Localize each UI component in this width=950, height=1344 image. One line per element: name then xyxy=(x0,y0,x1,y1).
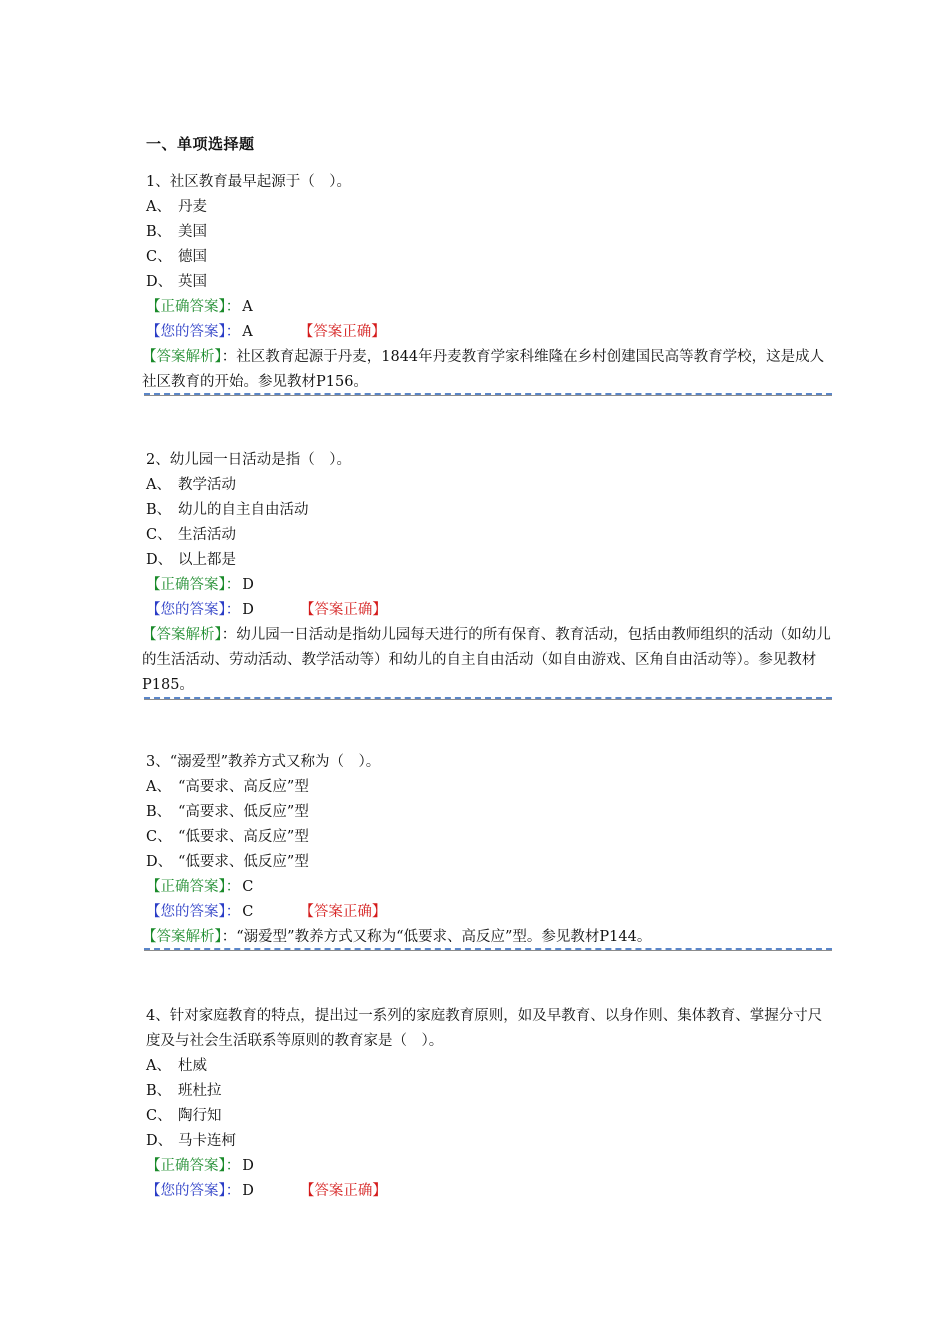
option-text: “低要求、高反应”型 xyxy=(178,829,309,845)
result-badge: 【答案正确】 xyxy=(299,904,387,920)
result-badge: 【答案正确】 xyxy=(298,324,386,340)
option-letter: B、 xyxy=(146,502,172,518)
option-text: 丹麦 xyxy=(178,199,207,215)
correct-answer-value: D xyxy=(242,577,254,593)
option-letter: C、 xyxy=(146,829,172,845)
option-letter: B、 xyxy=(146,1083,172,1099)
question-divider xyxy=(144,393,832,395)
correct-answer-label: 【正确答案】： xyxy=(146,1158,241,1174)
your-answer-label: 【您的答案】： xyxy=(146,1183,241,1199)
option-b xyxy=(146,1079,836,1104)
option-b xyxy=(146,800,836,825)
option-text: 英国 xyxy=(178,274,207,290)
option-letter: C、 xyxy=(146,1108,172,1124)
your-answer-value: A xyxy=(242,324,253,340)
your-answer-row xyxy=(146,598,836,623)
option-a xyxy=(146,775,836,800)
option-letter: D、 xyxy=(146,274,173,290)
question-stem: 2、幼儿园一日活动是指（ ）。 xyxy=(146,452,351,468)
question-stem: 1、社区教育最早起源于（ ）。 xyxy=(146,174,351,190)
explanation-text: ：“溺爱型”教养方式又称为“低要求、高反应”型。参见教材P144。 xyxy=(221,929,652,945)
option-text: 马卡连柯 xyxy=(178,1133,236,1149)
option-letter: A、 xyxy=(146,1058,171,1074)
correct-answer-value: D xyxy=(242,1158,254,1174)
option-c xyxy=(146,825,836,850)
option-letter: A、 xyxy=(146,477,171,493)
your-answer-row xyxy=(146,1179,836,1204)
option-text: 德国 xyxy=(178,249,207,265)
correct-answer-row xyxy=(146,295,836,320)
explanation-label: 【答案解析】 xyxy=(142,349,222,365)
option-text: 陶行知 xyxy=(178,1108,222,1124)
correct-answer-label: 【正确答案】： xyxy=(146,299,241,315)
explanation xyxy=(142,925,836,950)
explanation-text: ：幼儿园一日活动是指幼儿园每天进行的所有保育、教育活动，包括由教师组织的活动（如幼儿的生活活动、劳动活动、教学活动等）和幼儿的自主自由活动（如自由游戏、区角自由活动等）。参见教材P185。 xyxy=(142,627,831,693)
option-letter: A、 xyxy=(146,199,171,215)
option-letter: C、 xyxy=(146,527,172,543)
correct-answer-label: 【正确答案】： xyxy=(146,577,241,593)
option-d xyxy=(146,1129,836,1154)
option-b xyxy=(146,220,836,245)
your-answer-row xyxy=(146,900,836,925)
option-text: “低要求、低反应”型 xyxy=(178,854,309,870)
result-badge: 【答案正确】 xyxy=(299,1183,387,1199)
your-answer-value: C xyxy=(242,904,254,920)
correct-answer-value: A xyxy=(242,299,253,315)
option-text: 生活活动 xyxy=(178,527,236,543)
option-text: 杜威 xyxy=(178,1058,207,1074)
explanation-text: ：社区教育起源于丹麦，1844年丹麦教育学家科维隆在乡村创建国民高等教育学校，这是成人社区教育的开始。参见教材P156。 xyxy=(142,349,825,390)
option-text: 美国 xyxy=(178,224,207,240)
option-d xyxy=(146,270,836,295)
your-answer-label: 【您的答案】： xyxy=(146,602,241,618)
correct-answer-label: 【正确答案】： xyxy=(146,879,241,895)
option-letter: B、 xyxy=(146,804,172,820)
question-4 xyxy=(146,1004,836,1204)
question-stem: 3、“溺爱型”教养方式又称为（ ）。 xyxy=(146,754,381,770)
option-text: “高要求、高反应”型 xyxy=(178,779,309,795)
option-c xyxy=(146,245,836,270)
question-stem: 4、针对家庭教育的特点，提出过一系列的家庭教育原则，如及早教育、以身作则、集体教育、掌握分寸尺度及与社会生活联系等原则的教育家是（ ）。 xyxy=(146,1008,823,1049)
option-a xyxy=(146,473,836,498)
your-answer-label: 【您的答案】： xyxy=(146,904,241,920)
section-title: 一、单项选择题 xyxy=(146,135,255,153)
correct-answer-row xyxy=(146,875,836,900)
your-answer-value: D xyxy=(242,602,254,618)
explanation-label: 【答案解析】 xyxy=(142,929,222,945)
explanation xyxy=(142,345,836,395)
question-divider xyxy=(144,697,832,699)
option-c xyxy=(146,523,836,548)
option-text: 以上都是 xyxy=(178,552,236,568)
explanation-label: 【答案解析】 xyxy=(142,627,222,643)
correct-answer-row xyxy=(146,1154,836,1179)
option-text: 班杜拉 xyxy=(178,1083,222,1099)
option-a xyxy=(146,1054,836,1079)
question-1 xyxy=(142,170,836,395)
option-d xyxy=(146,850,836,875)
option-a xyxy=(146,195,836,220)
option-letter: D、 xyxy=(146,1133,173,1149)
option-letter: B、 xyxy=(146,224,172,240)
result-badge: 【答案正确】 xyxy=(299,602,387,618)
correct-answer-row xyxy=(146,573,836,598)
your-answer-value: D xyxy=(242,1183,254,1199)
option-b xyxy=(146,498,836,523)
option-c xyxy=(146,1104,836,1129)
option-letter: C、 xyxy=(146,249,172,265)
option-d xyxy=(146,548,836,573)
your-answer-row xyxy=(146,320,836,345)
option-text: “高要求、低反应”型 xyxy=(178,804,309,820)
option-letter: A、 xyxy=(146,779,171,795)
explanation xyxy=(142,623,836,698)
question-3 xyxy=(142,750,836,950)
option-letter: D、 xyxy=(146,552,173,568)
option-letter: D、 xyxy=(146,854,173,870)
question-divider xyxy=(144,948,832,950)
option-text: 幼儿的自主自由活动 xyxy=(178,502,309,518)
your-answer-label: 【您的答案】： xyxy=(146,324,241,340)
option-text: 教学活动 xyxy=(178,477,236,493)
correct-answer-value: C xyxy=(242,879,254,895)
question-2 xyxy=(142,448,836,698)
